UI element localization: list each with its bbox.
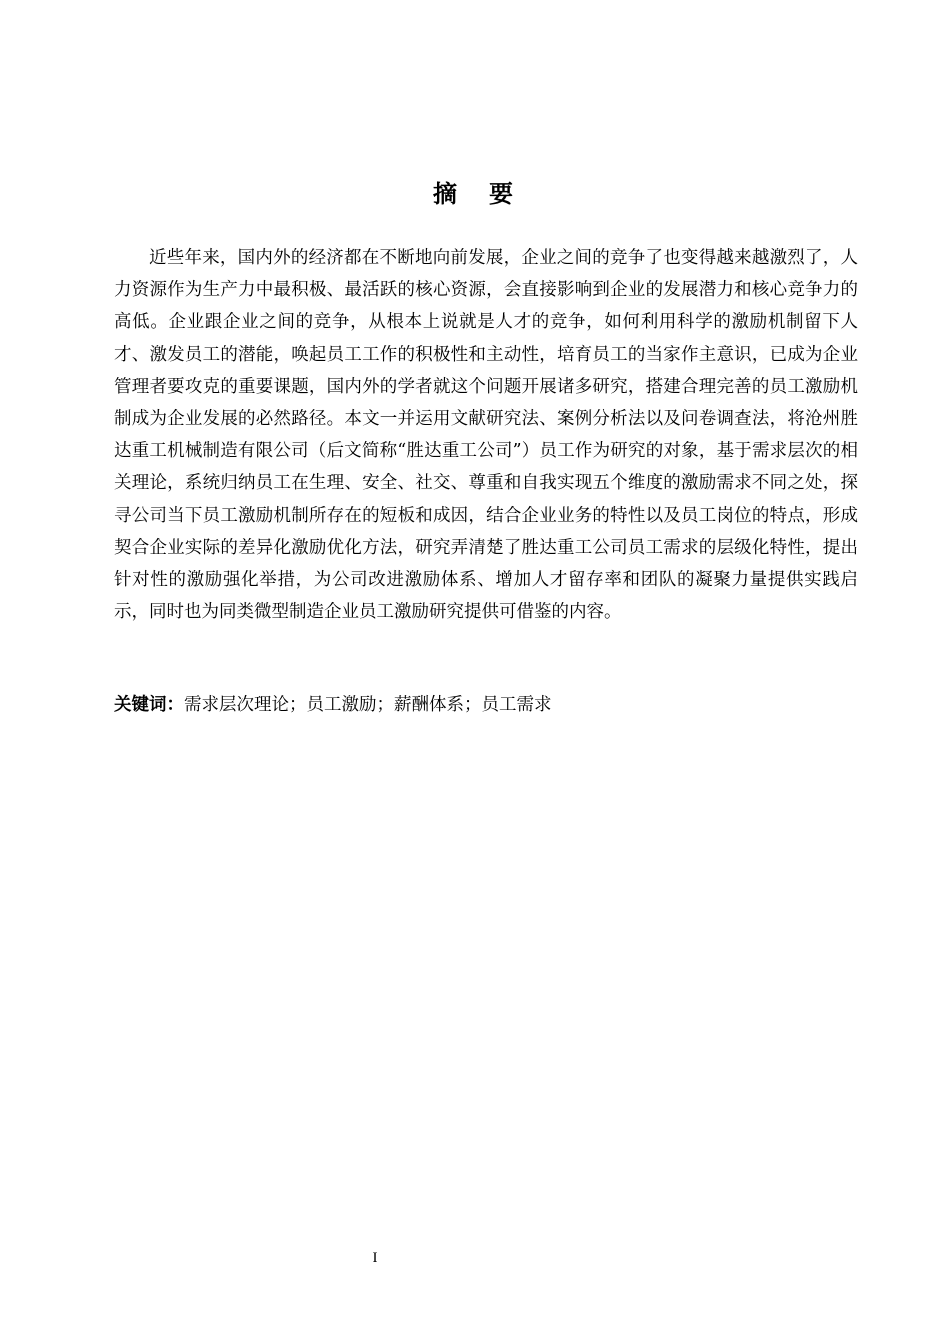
abstract-body: 近些年来，国内外的经济都在不断地向前发展，企业之间的竞争了也变得越来越激烈了，人力资源作为生产力中最积极、最活跃的核心资源，会直接影响到企业的发展潜力和核心竞争力的高低。企业跟企业之间的竞争，从根本上说就是人才的竞争，如何利用科学的激励机制留下人才、激发员工的潜能，唤起员工工作的积极性和主动性，培育员工的当家作主意识，已成为企业管理者要攻克的重要课题，国内外的学者就这个问题开展诸多研究，搭建合理完善的员工激励机制成为企业发展的必然路径。本文一并运用文献研究法、案例分析法以及问卷调查法，将沧州胜达重工机械制造有限公司（后文简称“胜达重工公司”）员工作为研究的对象，基于需求层次的相关理论，系统归纳员工在生理、安全、社交、尊重和自我实现五个维度的激励需求不同之处，探寻公司当下员工激励机制所存在的短板和成因，结合企业业务的特性以及员工岗位的特点，形成契合企业实际的差异化激励优化方法，研究弄清楚了胜达重工公司员工需求的层级化特性，提出针对性的激励强化举措，为公司改进激励体系、增加人才留存率和团队的凝聚力量提供实践启示，同时也为同类微型制造企业员工激励研究提供可借鉴的内容。 bbox=[114, 248, 858, 623]
keywords-label: 关键词： bbox=[114, 695, 184, 715]
abstract-title: 摘 要 bbox=[433, 180, 517, 208]
page-number: I bbox=[372, 1250, 378, 1266]
keywords-line bbox=[114, 690, 858, 720]
keywords-list: 需求层次理论；员工激励；薪酬体系；员工需求 bbox=[184, 695, 552, 715]
